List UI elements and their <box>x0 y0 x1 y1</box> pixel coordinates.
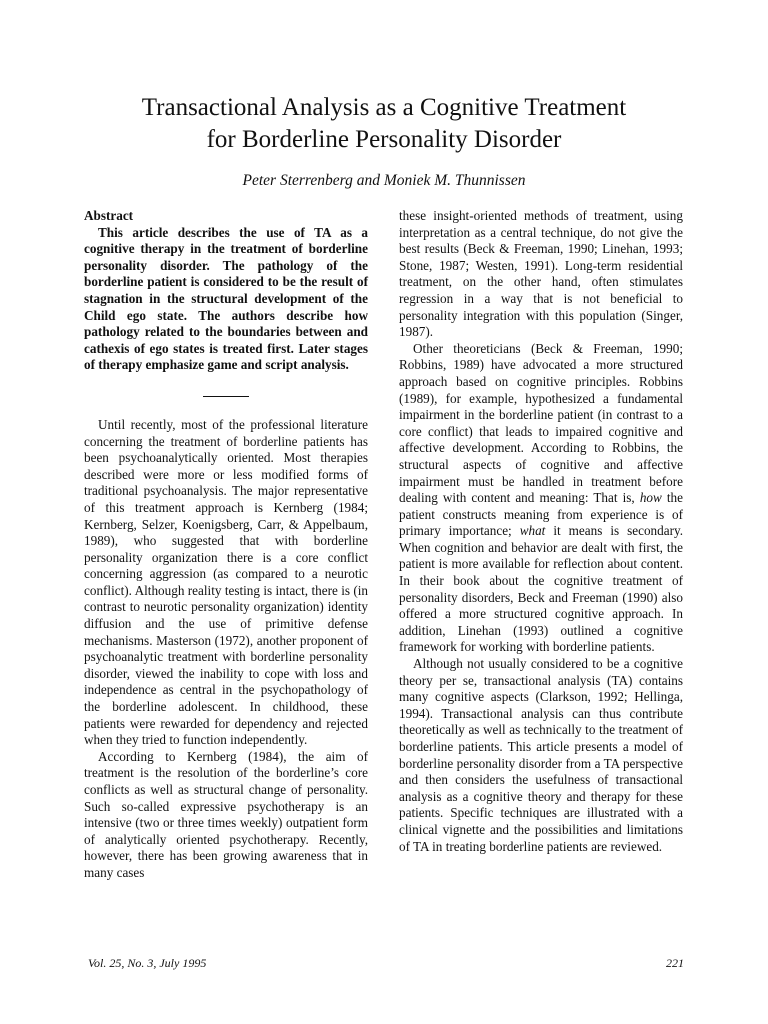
body-paragraph: Although not usually considered to be a cognitive theory per se, transactional analysis (TA) contains many cognitive aspects (Clarkson, 1992; Hellinga, 1994). Transactional analysis can thus contribute theoretically as well as technically to the treatment of borderline patients. This article presents a model of borderline personality disorder from a TA perspective and then considers the usefulness of transactional analysis as a cognitive theory and therapy for these patients. Specific techniques are illustrated with a clinical vignette and the possibilities and limitations of TA in treating borderline patients are reviewed. <box>399 656 683 854</box>
authors: Peter Sterrenberg and Moniek M. Thunnissen <box>242 172 526 189</box>
abstract-heading: Abstract <box>84 208 134 223</box>
body-paragraph: these insight-oriented methods of treatment, using interpretation as a central technique, do not give the best results (Beck & Freeman, 1990; Linehan, 1993; Stone, 1987; Westen, 1991). Long-term residential treatment, on the other hand, often stimulates regression in a way that is not beneficial to personality integration with this population (Singer, 1987). <box>399 208 683 340</box>
journal-citation: Vol. 25, No. 3, July 1995 <box>88 956 207 970</box>
paragraph-text: the patient constructs meaning from experience is of primary importance; <box>399 490 683 539</box>
page-number: 221 <box>666 956 684 970</box>
body-paragraph: According to Kernberg (1984), the aim of treatment is the resolution of the borderline’s core conflicts as well as structural change of personality. Such so-called expressive psychotherapy is an intensive (two or three times weekly) outpatient form of analytically oriented psychotherapy. Recently, however, there has been growing awareness that in many cases <box>84 748 368 880</box>
body-paragraph <box>399 341 683 656</box>
article-title <box>60 92 708 156</box>
title-line-2: for Borderline Personality Disorder <box>206 126 562 153</box>
body-paragraph: Until recently, most of the professional literature concerning the treatment of borderline patients has been psychoanalytically oriented. Most therapies described were more or less modified forms of traditional psychoanalysis. The major representative of this treatment approach is Kernberg (1984; Kernberg, Selzer, Koenigsberg, Carr, & Appelbaum, 1989), who suggested that with borderline personality organization there is a core conflict concerning aggression (as compared to a neurotic conflict). Although reality testing is intact, there is (in contrast to neurotic personality organization) identity diffusion and the use of primitive defense mechanisms. Masterson (1972), another proponent of psychoanalytic treatment with borderline personality disorder, viewed the inability to cope with loss and independence as central in the psychopathology of the borderline adolescent. In childhood, these patients were rewarded for dependency and rejected when they tried to function independently. <box>84 416 368 748</box>
abstract-text: This article describes the use of TA as a cognitive therapy in the treatment of borderline personality disorder. The pathology of the borderline patient is considered to be the result of stagnation in the structural development of the Child ego state. The authors describe how pathology related to the boundaries between and cathexis of ego states is treated first. Later stages of therapy emphasize game and script analysis. <box>84 224 368 373</box>
right-column <box>399 208 683 855</box>
emphasis-what: what <box>519 523 546 539</box>
title-line-1: Transactional Analysis as a Cognitive Treatment <box>141 94 627 121</box>
paragraph-text: it means is secondary. When cognition and behavior are dealt with first, the patient is more available for reflection about content. In their book about the cognitive treatment of personality disorders, Beck and Freeman (1990) also offered a more structured cognitive approach. In addition, Linehan (1993) outlined a cognitive framework for working with borderline patients. <box>399 523 683 655</box>
emphasis-how: how <box>639 490 662 506</box>
left-column <box>84 208 368 882</box>
paragraph-text: Other theoreticians (Beck & Freeman, 1990; Robbins, 1989) have advocated a more structured approach based on cognitive principles. Robbins (1989), for example, hypothesized a fundamental impairment in the borderline patient (in contrast to a core conflict) that leads to impaired cognitive and affective development. According to Robbins, the structural aspects of cognitive and affective impairment must be handled in treatment before dealing with content and meaning: That is, <box>399 340 683 506</box>
section-divider <box>203 396 249 397</box>
